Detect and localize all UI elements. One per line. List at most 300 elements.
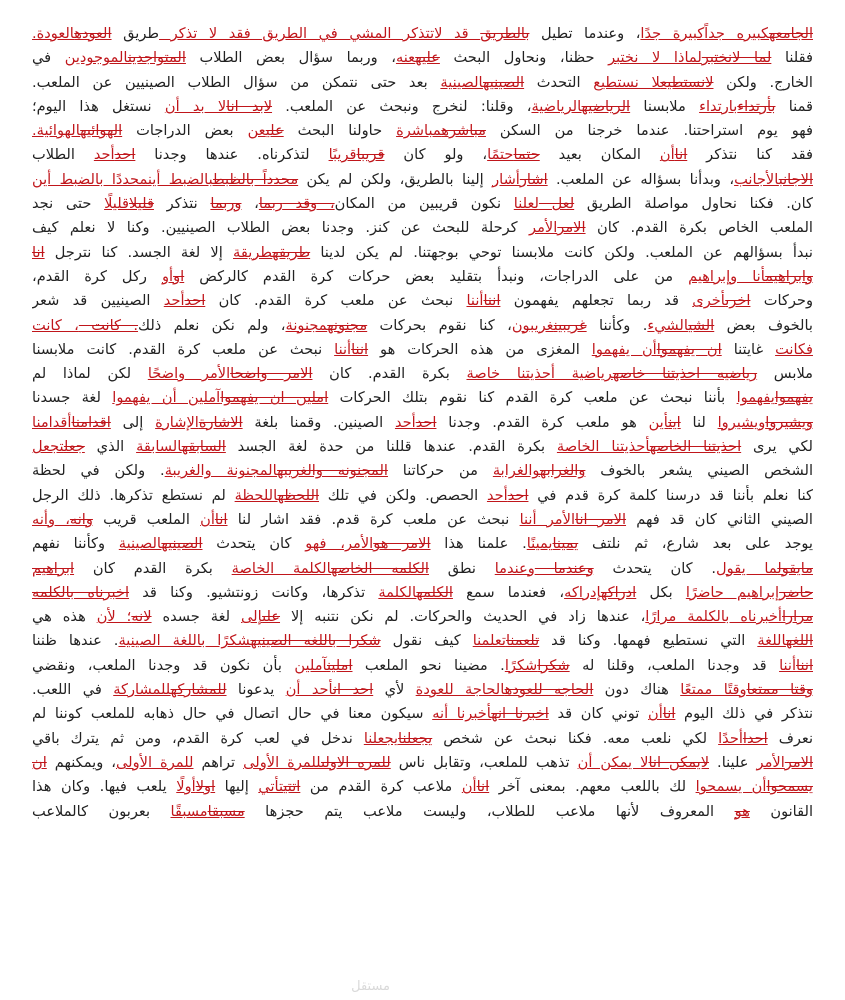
watermark-logo: مستقل	[351, 979, 390, 994]
body-text: ملاعب كرة القدم من	[300, 778, 462, 796]
body-text: وكأننا نفهم	[32, 535, 119, 553]
inserted-correction: السابقة	[136, 438, 182, 456]
deleted-text: المتواجدين	[127, 49, 186, 67]
inserted-correction: قد لاتتذكر المشي في الطريق فقد لا تذكر	[159, 25, 481, 42]
deleted-text: اخبرنا انه	[491, 705, 549, 723]
deleted-text: العوده	[74, 25, 112, 42]
text-line	[32, 119, 813, 143]
deleted-text: احدا	[742, 729, 768, 747]
body-text: بعض الدراجات	[122, 122, 248, 140]
inserted-correction: طريقة	[233, 243, 273, 261]
deleted-text: يفهموا	[774, 389, 813, 407]
body-text: لتذكرناه. عندها وجدنا	[135, 146, 329, 164]
deleted-text: املين	[326, 656, 353, 674]
inserted-correction: الصينية	[118, 535, 162, 553]
deleted-text: للمره الاولى	[321, 753, 391, 771]
deleted-text: ربما	[258, 195, 283, 213]
deleted-text: السابقه	[181, 438, 226, 456]
deleted-text: بالطريق	[480, 25, 530, 42]
deleted-text: رياضيه احذيتنا خاصه	[612, 365, 758, 383]
body-text: نستغل هذا اليوم؛	[32, 97, 165, 115]
body-text: الصينين. وقمنا بلغة	[242, 413, 395, 431]
deleted-text: الامر	[784, 753, 813, 771]
deleted-text: ابراهيم	[32, 559, 75, 577]
deleted-text: ان	[32, 753, 47, 771]
inserted-correction: الهوائية.	[32, 122, 81, 140]
text-line	[32, 484, 813, 508]
deleted-text: . كانت	[78, 316, 139, 334]
deleted-text: ان يفهموا	[656, 340, 722, 358]
body-text: فقلنا	[771, 49, 813, 67]
inserted-correction: للمشاركة	[113, 681, 171, 699]
text-line	[32, 216, 813, 240]
body-text: نبحث عن ملعب كرة القدم. كانت ملابسنا	[32, 340, 335, 358]
inserted-correction: مسبقًا	[170, 802, 208, 820]
text-line	[32, 435, 813, 459]
body-text: المكان بعيد	[539, 146, 660, 164]
inserted-correction: الأجانب	[734, 170, 779, 188]
deleted-text: وربما	[210, 195, 242, 213]
inserted-correction: الأمر، فهو	[305, 535, 374, 553]
body-text: ، ويمكنهم	[46, 753, 116, 771]
inserted-correction: ، وأنه	[32, 510, 70, 528]
body-text: . ولكن في لحظة	[32, 462, 165, 480]
inserted-correction: أولًا	[176, 778, 196, 796]
inserted-correction: يمينًا	[526, 535, 553, 553]
inserted-correction: أقدامنا	[32, 413, 72, 431]
body-text: في اللعب.	[32, 681, 114, 699]
text-line	[32, 168, 813, 192]
inserted-correction: لا بد أن	[164, 97, 227, 115]
inserted-correction: ما يقول	[716, 559, 778, 577]
inserted-correction: أن	[461, 778, 477, 796]
body-text: نبحث عن ملعب كرة القدم. كان	[205, 292, 467, 310]
body-text: طريق	[111, 25, 160, 42]
deleted-text: تلعمنا	[505, 632, 540, 650]
deleted-text: علي	[265, 122, 284, 140]
body-text: كرحلة للبحث عن كنز. وجدنا بعض الطلاب الصينيين. وكنا لا نعلم كيف	[32, 219, 530, 237]
inserted-correction: قليلًا	[104, 195, 130, 213]
inserted-correction: أنا وإبراهيم	[688, 267, 766, 285]
inserted-correction: أشار	[492, 170, 520, 188]
deleted-text: الاشارة	[198, 413, 243, 431]
inserted-correction: آملين أن يفهموا	[112, 389, 221, 407]
deleted-text: بأرتداء	[737, 97, 776, 115]
deleted-text: الجامعه	[769, 25, 813, 42]
body-text: قد وجدنا الملعب، وقلنا له	[569, 656, 780, 674]
body-text: القانون	[749, 802, 813, 820]
text-line	[32, 46, 813, 70]
body-text: من حركاتنا	[387, 462, 493, 480]
inserted-correction: اللغة	[757, 632, 786, 650]
text-line	[32, 386, 813, 410]
body-text: لك باللعب معهم. بمعنى آخر	[489, 778, 696, 796]
text-line	[32, 800, 813, 824]
deleted-text: احد	[184, 292, 206, 310]
deleted-text: احد	[415, 413, 437, 431]
inserted-correction: الأمر	[756, 753, 785, 771]
deleted-text: اننا	[796, 656, 813, 674]
text-line	[32, 362, 813, 386]
text-line	[32, 241, 813, 265]
deleted-text: شكرا باللغه الصينيه	[250, 632, 381, 650]
body-text: بالخوف بعض	[714, 316, 813, 334]
inserted-correction: الحاجة للعودة	[415, 681, 505, 699]
deleted-text: وعندما	[534, 559, 594, 577]
body-text: ،	[241, 195, 259, 213]
inserted-correction: أننا	[779, 656, 797, 674]
body-text: الشخص الصيني يشعر بالخوف	[585, 462, 813, 480]
body-text: تذهب للملعب، وتقابل ناس	[390, 753, 578, 771]
inserted-correction: لماذا لا نختبر	[608, 49, 702, 67]
body-text: ، وبدأنا بسؤاله عن الملعب.	[547, 170, 735, 188]
body-text: هذه هي	[32, 608, 97, 626]
text-line	[32, 605, 813, 629]
text-line	[32, 314, 813, 338]
inserted-correction: مجنونة	[285, 316, 328, 334]
body-text: نبحث عن ملعب كرة قدم. فقد اشار لنا	[227, 510, 520, 528]
deleted-text: اننا	[483, 292, 501, 310]
deleted-text: احذيتنا الخاصه	[649, 438, 742, 456]
body-text: التي نستطيع فهمها. وكنا قد	[539, 632, 758, 650]
body-text: لكي يرى	[741, 438, 813, 456]
inserted-correction: أحد أن	[285, 681, 333, 699]
body-text: يلعب فيها. وكان هذا	[32, 778, 177, 796]
deleted-text: قليلا	[129, 195, 154, 213]
deleted-text: انا	[674, 146, 688, 164]
body-text: . مضينا نحو الملعب	[352, 656, 505, 674]
body-text: إليها	[215, 778, 259, 796]
inserted-correction: أخبرناه بالكلمة مرارًا	[645, 608, 782, 626]
body-text: الملعب قريب	[92, 510, 201, 528]
inserted-correction: أننا	[466, 292, 484, 310]
deleted-text: عليه	[415, 49, 440, 67]
body-text: حاولنا البحث	[283, 122, 397, 140]
inserted-correction: أحد	[394, 413, 416, 431]
deleted-text: الكلمه الخاصه	[331, 559, 429, 577]
inserted-correction: بارتداء	[699, 97, 738, 115]
body-text: ، فعندما سمع	[452, 583, 565, 601]
inserted-correction: شكرًا باللغة الصينية	[118, 632, 251, 650]
inserted-correction: الكلمة الخاصة	[231, 559, 332, 577]
body-text: ندخل في لعب كرة القدم، ومن ثم يترك باقي	[32, 729, 364, 747]
body-text: ، وعندما تطيل	[529, 25, 641, 42]
body-text: هناك دون	[593, 681, 681, 699]
deleted-text: والغرابه	[539, 462, 586, 480]
deleted-text: او	[173, 267, 185, 285]
body-text: سيكون معنا في حال اتصال في حال ذهابه للملعب كوننا لم	[32, 705, 433, 723]
body-text: إلا لغة الجسد. كنا نترجل	[44, 243, 233, 261]
inserted-correction: مباشرة	[396, 122, 442, 140]
body-text: المغزى من هذه الحركات هو	[368, 340, 592, 358]
inserted-correction: للمرة الأولى	[243, 753, 321, 771]
deleted-text: حتما	[513, 146, 540, 164]
deleted-text: اللحظه	[277, 486, 320, 504]
deleted-text: انا	[662, 705, 676, 723]
inserted-correction: الصينية	[440, 73, 483, 91]
body-text: حتى نجد	[32, 195, 105, 213]
inserted-correction: الإشارة	[155, 413, 199, 431]
deleted-text: قريبا	[356, 146, 385, 164]
body-text: بكرة القدم. كان	[312, 365, 467, 383]
deleted-text: جعل	[63, 438, 85, 456]
inserted-correction: عنه	[395, 49, 416, 67]
text-line	[32, 22, 813, 46]
deleted-text: احد ان	[332, 681, 374, 699]
body-text: بكرة القدم. عندها قللنا من حدة لغة الجسد	[225, 438, 557, 456]
body-text: الخارج. ولكن	[713, 73, 813, 91]
inserted-correction: اللحظة	[234, 486, 278, 504]
deleted-text: مايقول	[777, 559, 813, 577]
inserted-correction: محددًا بالضبط أين	[32, 170, 148, 188]
body-text: ، ولو كان	[384, 146, 488, 164]
deleted-text: حاضر	[779, 583, 813, 601]
body-text: لكي نلعب معه. فكنا نبحث عن شخص	[432, 729, 719, 747]
body-text: بأن نكون قد وجدنا الملعب، ونقضي	[32, 656, 295, 674]
body-text: الحصص. ولكن في تلك	[319, 486, 487, 504]
body-text: الطلاب	[32, 146, 94, 164]
body-text: لأي	[373, 681, 416, 699]
deleted-text: لانه	[131, 608, 152, 626]
deleted-text: اشار	[519, 170, 548, 188]
deleted-text: المجنونه والغريبه	[277, 462, 388, 480]
deleted-text: للمشاركه	[170, 681, 227, 699]
deleted-text: الامر هو	[373, 535, 431, 553]
body-text: بعد حتى نتمكن من سؤال الطلاب الصينيين عن الملعب.	[32, 73, 441, 91]
deleted-text: انا	[32, 243, 45, 261]
inserted-correction: يجعلنا	[363, 729, 399, 747]
inserted-correction: بالضبط أين	[147, 170, 214, 188]
deleted-text: مجنونه	[327, 316, 368, 334]
text-line	[32, 654, 813, 678]
body-text: نكون قريبين من المكان	[334, 195, 514, 213]
deleted-text: الهوائيه	[80, 122, 123, 140]
body-text: نتذكر في ذلك اليوم	[675, 705, 813, 723]
deleted-text: على	[262, 608, 281, 626]
deleted-text: طريقه	[272, 243, 311, 261]
deleted-text: الكلمه	[416, 583, 453, 601]
body-text: قد ربما تجعلهم يفهمون	[500, 292, 693, 310]
text-line	[32, 143, 813, 167]
inserted-correction: لا نستطيع	[593, 73, 661, 91]
inserted-correction: أخبرنا أنه	[432, 705, 492, 723]
inserted-correction: لعلنا	[513, 195, 539, 213]
inserted-correction: الكلمة	[378, 583, 417, 601]
text-line	[32, 265, 813, 289]
deleted-text: وقتا ممتعا	[746, 681, 813, 699]
inserted-correction: تجعل	[32, 438, 64, 456]
body-text: نطق	[428, 559, 495, 577]
body-text: ، وقلنا: لنخرج ونبحث عن الملعب.	[272, 97, 532, 115]
inserted-correction: تعلمنا	[472, 632, 506, 650]
text-line	[32, 71, 813, 95]
text-line	[32, 95, 813, 119]
deleted-text: احد	[114, 146, 136, 164]
deleted-text: مرارا	[781, 608, 813, 626]
deleted-text: لايمكن انا	[648, 753, 710, 771]
deleted-text: اخرى	[725, 292, 751, 310]
deleted-text: لانستطيع	[660, 73, 714, 91]
inserted-correction: المجنونة والغريبة	[164, 462, 278, 480]
body-text: المعروف لأنها ملاعب للطلاب، وليست ملاعب يتم حجزها	[244, 802, 735, 820]
inserted-correction: رياضية أحذيتنا خاصة	[466, 365, 613, 383]
inserted-correction: والغرابة	[492, 462, 540, 480]
body-text: . علمنا هذا	[430, 535, 527, 553]
inserted-correction: الشيء	[647, 316, 689, 334]
deleted-text: انا	[214, 510, 228, 528]
body-text: نعرف	[767, 729, 813, 747]
inserted-correction: أن	[648, 705, 663, 723]
deleted-text: الامر انا	[575, 510, 627, 528]
text-line	[32, 338, 813, 362]
body-text: ، ولم نكن نعلم ذلك	[138, 316, 286, 334]
deleted-text: الحاجه للعوده	[504, 681, 594, 699]
deleted-text: اين	[668, 413, 681, 431]
text-line	[32, 289, 813, 313]
inserted-correction: ويشيروا	[717, 413, 766, 431]
text-line	[32, 629, 813, 653]
deleted-text: لعل	[538, 195, 575, 213]
text-line	[32, 678, 813, 702]
body-text: الذي	[84, 438, 137, 456]
body-text: فهو يوم استراحتنا. عندما خرجنا من السكن	[485, 122, 813, 140]
inserted-correction: عن	[247, 122, 266, 140]
body-text: ، كنا نقوم بحركات	[367, 316, 512, 334]
inserted-correction: شكرًا	[504, 656, 538, 674]
deleted-text: اولا	[195, 778, 216, 796]
inserted-correction: الأمر واضحًا	[147, 365, 231, 383]
text-line	[32, 459, 813, 483]
body-text: هو ملعب كرة القدم. وجدنا	[436, 413, 649, 431]
inserted-correction: أن يفهموا	[591, 340, 657, 358]
body-text: يوجد على بعد شارع، ثم نلتف	[578, 535, 813, 553]
body-text: . كان يتحدث	[593, 559, 717, 577]
body-text: بعربون كالملاعب	[32, 802, 171, 820]
deleted-text: اللغه	[785, 632, 813, 650]
body-text: لنا	[680, 413, 718, 431]
body-text: لغة جسدنا	[32, 389, 113, 407]
inserted-correction: فكانت	[775, 340, 813, 358]
inserted-correction: غريبون	[511, 316, 554, 334]
inserted-correction: يفهموا	[736, 389, 775, 407]
body-text: نبدأ بسؤالهم عن الملعب. ولكن كانت ملابسنا توحي بوجهتنا. لم يكن لدينا	[310, 243, 813, 261]
body-text: كان يتحدث	[202, 535, 306, 553]
body-text: ملابسنا	[630, 97, 700, 115]
inserted-correction: إدراكه	[564, 583, 601, 601]
text-line	[32, 702, 813, 726]
deleted-text: ادراكه	[600, 583, 637, 601]
deleted-text: شكرا	[537, 656, 570, 674]
inserted-correction: كبيره جداً	[704, 25, 770, 42]
body-text: إلى	[110, 413, 156, 431]
text-line	[32, 581, 813, 605]
inserted-correction: وعندما	[494, 559, 535, 577]
deleted-text: محدداً بالظبط	[213, 170, 299, 188]
deleted-text: مباشره	[441, 122, 486, 140]
deleted-text: لما لانختبر	[701, 49, 772, 67]
inserted-correction: تأتي	[258, 778, 284, 796]
deleted-text: الشي	[688, 316, 715, 334]
body-text: نتذكر	[153, 195, 211, 213]
deleted-text: اخبرناه بالكلمه	[32, 583, 130, 601]
inserted-correction: أو	[161, 267, 174, 285]
body-text: تذكرها، وكانت زونتشيو. وكنا قد	[129, 583, 379, 601]
inserted-correction: قريبًا	[328, 146, 357, 164]
inserted-correction: أن	[659, 146, 675, 164]
text-line	[32, 508, 813, 532]
deleted-text: ، وقد	[282, 195, 335, 213]
text-line	[32, 557, 813, 581]
body-text: توني كان قد	[548, 705, 649, 723]
inserted-correction: الرياضية	[531, 97, 582, 115]
inserted-correction: أخرى	[692, 292, 726, 310]
body-text: التحدث	[524, 73, 594, 91]
deleted-text: الاجانب	[778, 170, 813, 188]
body-text: بأننا نبحث عن ملعب كرة القدم كنا نقوم بتلك الحركات	[328, 389, 737, 407]
inserted-correction: حتمًا	[487, 146, 514, 164]
deleted-text: الامر واضحا	[230, 365, 313, 383]
deleted-text: انا	[476, 778, 490, 796]
inserted-correction: أحدًا	[718, 729, 743, 747]
inserted-correction: إلى	[241, 608, 263, 626]
deleted-text: ويشيروا	[765, 413, 813, 431]
text-line	[32, 751, 813, 775]
inserted-correction: ، كانت	[32, 316, 79, 334]
inserted-correction: العودة.	[32, 25, 75, 42]
inserted-correction: أحد	[93, 146, 115, 164]
body-text: لم نستطع تذكرها. ذلك الرجل	[32, 486, 235, 504]
inserted-correction: كبيرة جدًا	[640, 25, 705, 42]
body-text: غايتنا	[721, 340, 776, 358]
deleted-text: لابد انا	[226, 97, 273, 115]
inserted-correction: أن	[200, 510, 215, 528]
deleted-text: يجعلنا	[398, 729, 433, 747]
deleted-text: املين ان يفهموا	[220, 389, 329, 407]
inserted-correction: ؛ لأن	[96, 608, 132, 626]
inserted-correction: إبراهيم حاضرًا	[685, 583, 780, 601]
text-line	[32, 411, 813, 435]
body-text: ، وربما سؤال بعض الطلاب	[185, 49, 396, 67]
body-text: يدعونا	[226, 681, 286, 699]
inserted-correction: أننا	[334, 340, 352, 358]
body-text: في	[32, 49, 65, 67]
text-line	[32, 727, 813, 751]
inserted-correction: الموجودين	[64, 49, 128, 67]
inserted-correction: الأمر أننا	[519, 510, 575, 528]
inserted-correction: أين	[648, 413, 669, 431]
deleted-text: الامر	[557, 219, 586, 237]
inserted-correction: الأمر	[529, 219, 558, 237]
deleted-text: وانه	[69, 510, 93, 528]
body-text: . عندها ظننا	[32, 632, 119, 650]
body-text: كنا نعلم بأننا قد درسنا كلمة كرة قدم في	[528, 486, 813, 504]
body-text: كان. فكنا نحاول مواصلة الطريق	[574, 195, 813, 213]
inserted-correction: أحذيتنا الخاصة	[556, 438, 650, 456]
body-text: ، عندها زاد في الحديث والحركات. لم نكن نتنبه إلا	[280, 608, 646, 626]
body-text: حظنا، ونحاول البحث	[439, 49, 609, 67]
body-text: لكن لماذا لم	[32, 365, 148, 383]
body-text: من على الدراجات، ونبدأ بتقليد بعض حركات كرة القدم كالركض	[184, 267, 689, 285]
deleted-text: اقدامنا	[71, 413, 111, 431]
inserted-correction: أحد	[486, 486, 508, 504]
deleted-text: يسمحوا	[766, 778, 813, 796]
body-text: فقد كنا نتذكر	[687, 146, 813, 164]
body-text: ملابس	[757, 365, 813, 383]
body-text: علينا.	[709, 753, 757, 771]
body-text: الملعب الخاص بكرة القدم. كان	[585, 219, 813, 237]
deleted-text: هو	[734, 802, 750, 820]
body-text: قمنا	[775, 97, 813, 115]
